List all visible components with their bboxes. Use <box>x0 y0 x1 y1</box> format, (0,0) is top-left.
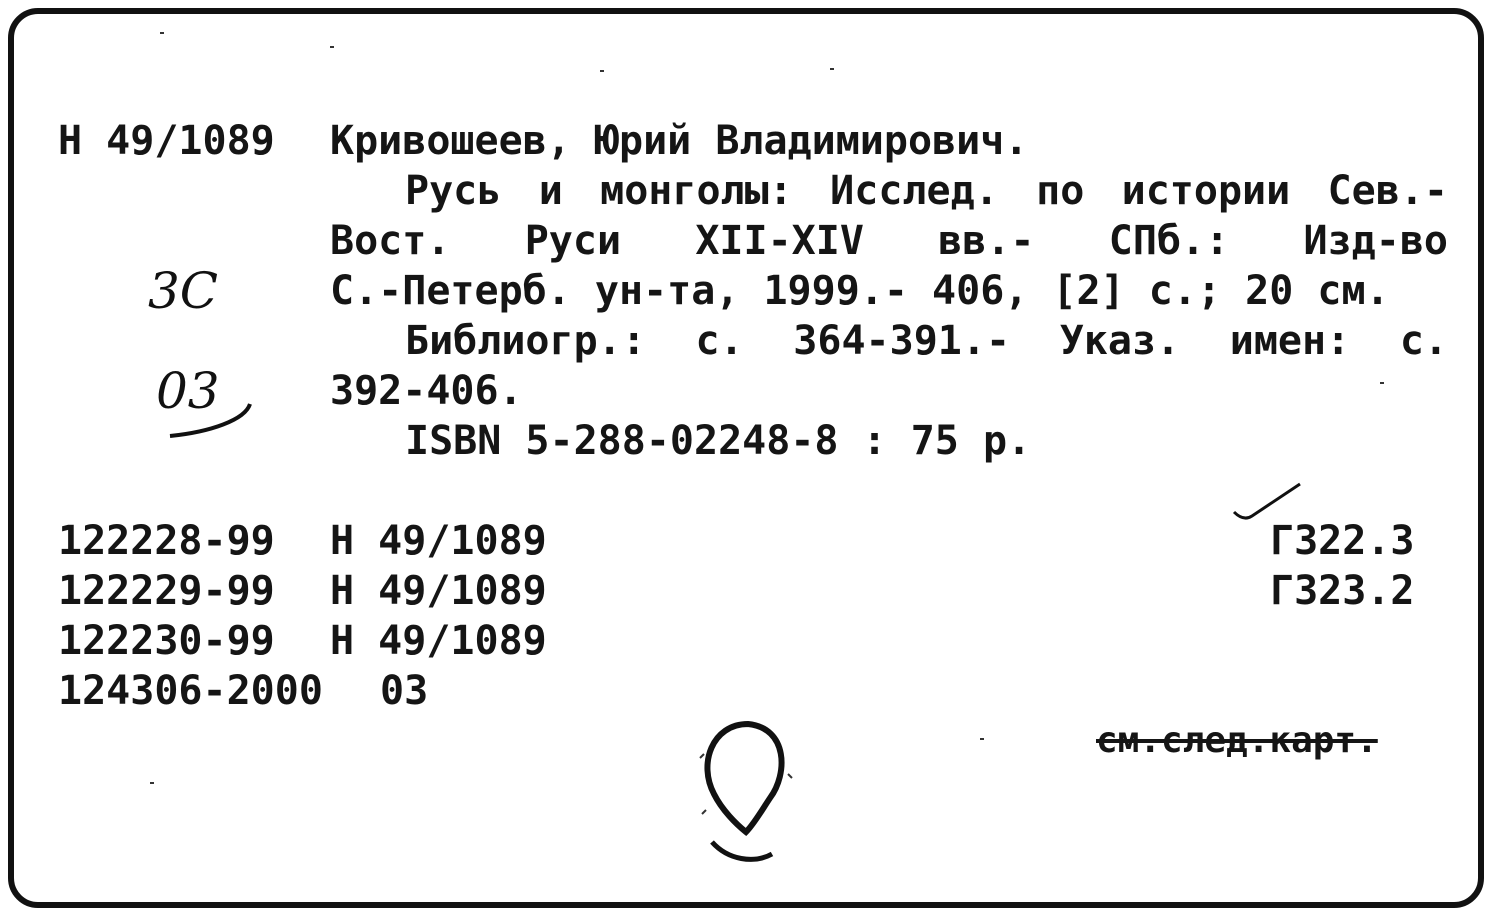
classification-code: Г323.2 <box>1270 568 1415 614</box>
scan-speck <box>600 70 604 72</box>
handwritten-underline <box>150 380 270 450</box>
notes-line: Библиогр.: с. 364-391.- Указ. имен: с. <box>405 318 1448 364</box>
call-number: Н 49/1089 <box>58 118 275 164</box>
title-line: Русь и монголы: Исслед. по истории Сев.- <box>405 168 1448 214</box>
punch-hole-icon <box>692 714 812 874</box>
scan-speck <box>830 68 834 70</box>
holding-inventory: 122228-99 <box>58 518 275 564</box>
imprint-line: С.-Петерб. ун-та, 1999.- 406, [2] с.; 20 см. <box>330 268 1390 314</box>
holding-inventory: 122229-99 <box>58 568 275 614</box>
classification-code: Г322.3 <box>1270 518 1415 564</box>
notes-line: 392-406. <box>330 368 523 414</box>
isbn-line: ISBN 5-288-02248-8 : 75 р. <box>405 418 1032 464</box>
holding-inventory: 124306-2000 <box>58 668 323 714</box>
scan-speck <box>330 46 334 48</box>
scan-speck <box>160 32 164 34</box>
holding-shelf: Н 49/1089 <box>330 618 547 664</box>
title-line: Вост. Руси XII-XIV вв.- СПб.: Изд-во <box>330 218 1448 264</box>
author-heading: Кривошеев, Юрий Владимирович. <box>330 118 1029 164</box>
holding-shelf: Н 49/1089 <box>330 518 547 564</box>
holding-inventory: 122230-99 <box>58 618 275 664</box>
holding-shelf: Н 49/1089 <box>330 568 547 614</box>
holding-shelf: 03 <box>380 668 429 714</box>
see-next-card-note: см.след.карт. <box>1096 720 1378 761</box>
handwritten-mark: 03 <box>156 362 220 420</box>
scan-speck <box>980 738 984 740</box>
scan-speck <box>150 782 154 784</box>
handwritten-mark: 3С <box>148 262 219 320</box>
